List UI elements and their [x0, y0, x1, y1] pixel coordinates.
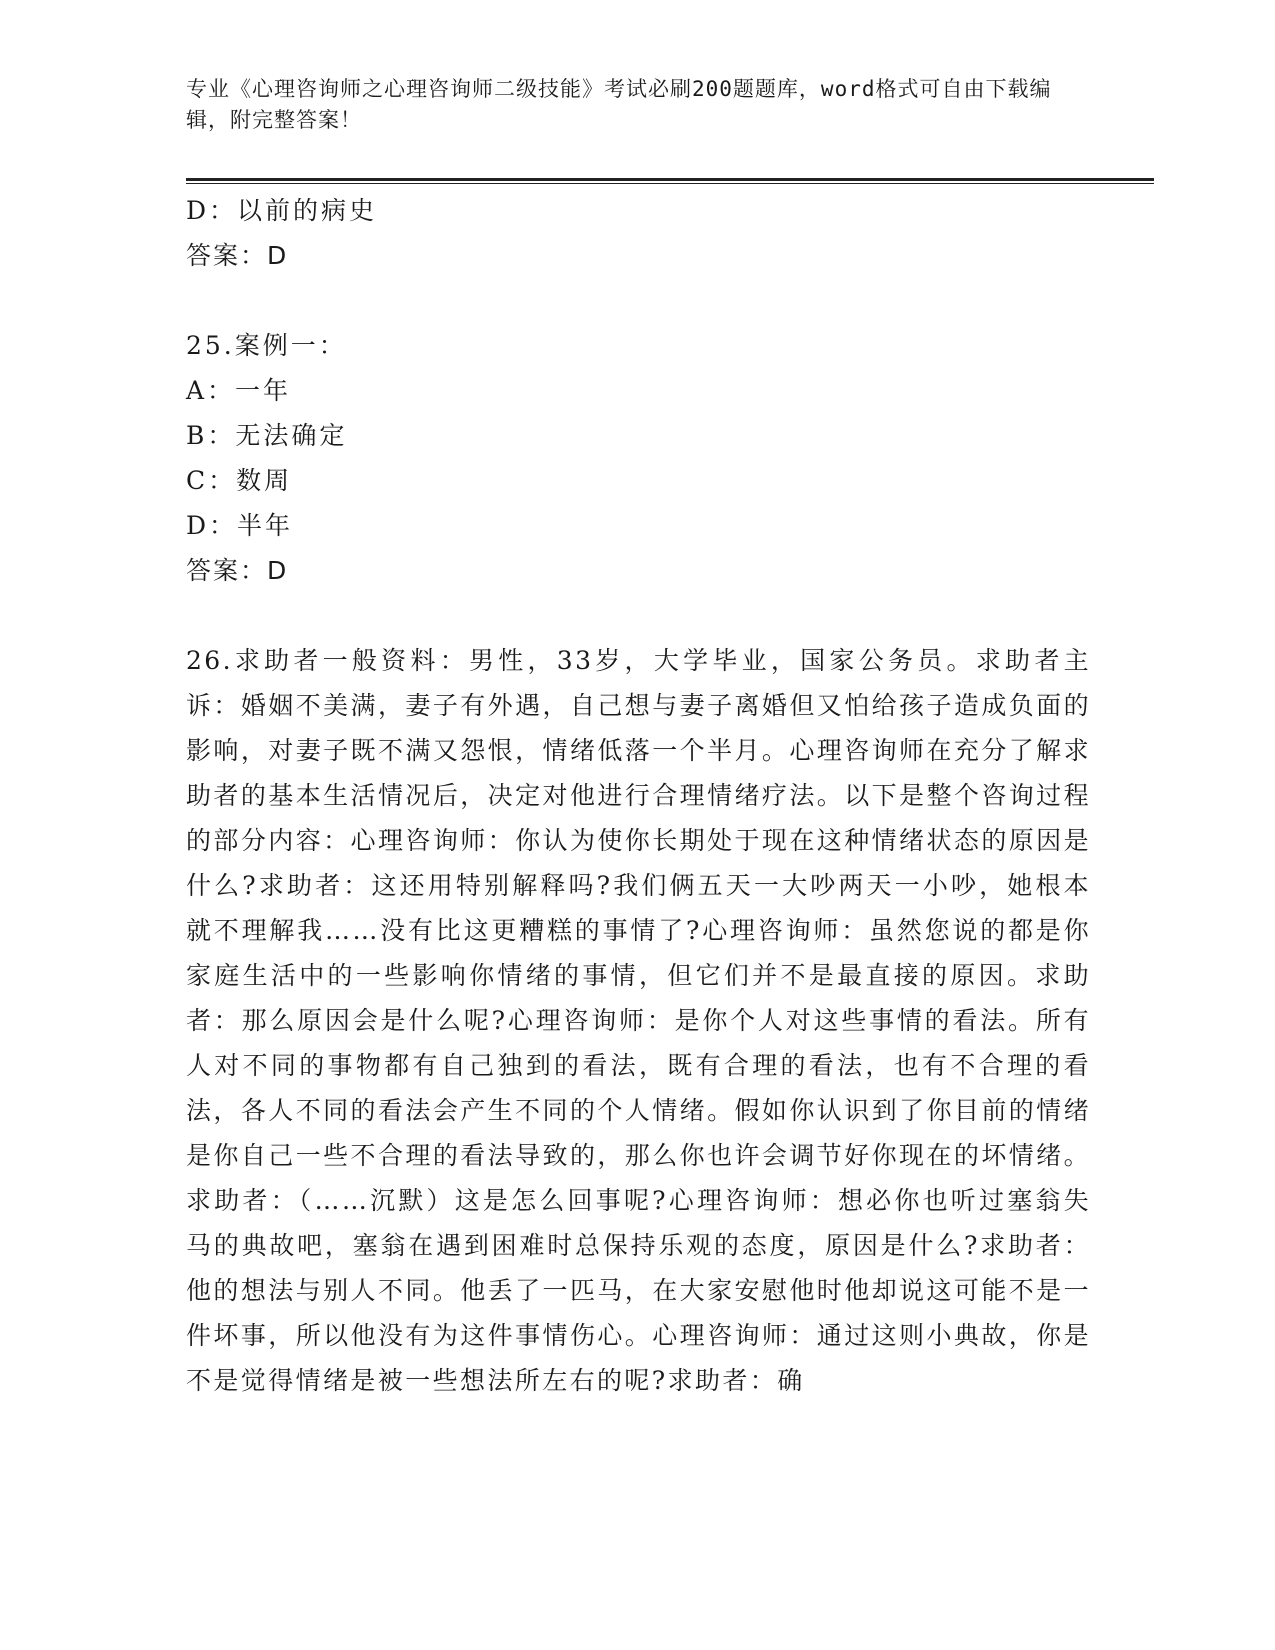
header-divider-thick: [186, 178, 1154, 181]
question-25-stem: 25.案例一：: [186, 331, 347, 360]
answer-line: 答案：D: [186, 241, 289, 270]
question-25-option-d: D：半年: [186, 511, 294, 540]
question-25-option-a: A：一年: [186, 376, 292, 405]
question-25-option-c: C：数周: [186, 466, 293, 495]
question-26-stem: 26.求助者一般资料：男性，33岁，大学毕业，国家公务员。求助者主诉：婚姻不美满，妻子有外遇，自己想与妻子离婚但又怕给孩子造成负面的影响，对妻子既不满又怨恨，情绪低落一个半月。心理咨询师在充分了解求助者的基本生活情况后，决定对他进行合理情绪疗法。以下是整个咨询过程的部分内容：心理咨询师：你认为使你长期处于现在这种情绪状态的原因是什么?求助者：这还用特别解释吗?我们俩五天一大吵两天一小吵，她根本就不理解我……没有比这更糟糕的事情了?心理咨询师：虽然您说的都是你家庭生活中的一些影响你情绪的事情，但它们并不是最直接的原因。求助者：那么原因会是什么呢?心理咨询师：是你个人对这些事情的看法。所有人对不同的事物都有自己独到的看法，既有合理的看法，也有不合理的看法，各人不同的看法会产生不同的个人情绪。假如你认识到了你目前的情绪是你自己一些不合理的看法导致的，那么你也许会调节好你现在的坏情绪。求助者：（……沉默）这是怎么回事呢?心理咨询师：想必你也听过塞翁失马的典故吧，塞翁在遇到困难时总保持乐观的态度，原因是什么?求助者：他的想法与别人不同。他丢了一匹马，在大家安慰他时他却说这可能不是一件坏事，所以他没有为这件事情伤心。心理咨询师：通过这则小典故，你是不是觉得情绪是被一些想法所左右的呢?求助者：确: [186, 646, 1091, 1395]
document-body: [186, 188, 1091, 1403]
header-divider-thin: [186, 183, 1154, 184]
document-header: 专业《心理咨询师之心理咨询师二级技能》考试必刷200题题库，word格式可自由下载编辑，附完整答案！: [186, 77, 1052, 132]
option-d: D：以前的病史: [186, 196, 378, 225]
question-25-answer: 答案：D: [186, 556, 289, 585]
spacer: [186, 278, 1091, 323]
question-25-option-b: B：无法确定: [186, 421, 348, 450]
spacer: [186, 593, 1091, 638]
